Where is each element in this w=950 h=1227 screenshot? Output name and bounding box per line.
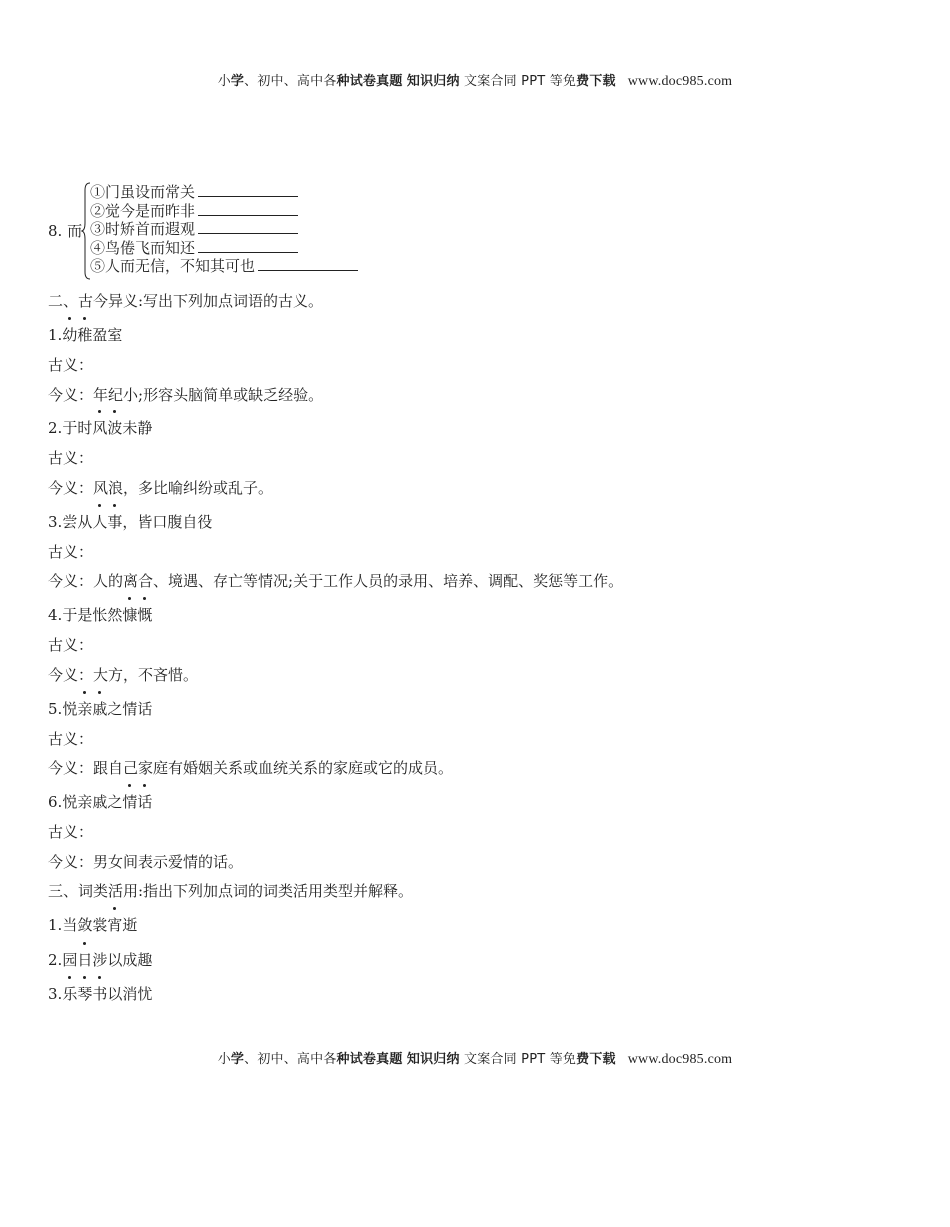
dotted-word — [122, 606, 152, 624]
dotted-char: 话 — [137, 793, 153, 811]
question-text: 悦 — [62, 700, 78, 718]
modern-text: 风浪，多比喻纠纷或乱子。 — [93, 479, 274, 497]
answer-blank[interactable] — [198, 201, 298, 216]
header-text-bold: 学 — [230, 74, 245, 89]
question-item — [48, 950, 152, 970]
dotted-word — [122, 793, 152, 811]
header-text-bold: 知识归纳 — [406, 74, 460, 89]
question-text: 当敛裳 — [62, 916, 108, 934]
ancient-meaning: 古义： — [48, 636, 94, 654]
section-8-item-text: ④鸟倦飞而知还 — [90, 238, 196, 257]
question-number: 1. — [48, 326, 63, 344]
dotted-word — [77, 951, 92, 969]
modern-meaning — [48, 478, 273, 498]
header-text: 文案合同 PPT 等免 — [459, 74, 577, 89]
question-text: 逝 — [122, 916, 138, 934]
modern-text: 年纪小;形容头脑简单或缺乏经验。 — [93, 386, 324, 404]
dotted-char: 戚 — [92, 700, 108, 718]
dotted-char: 人 — [92, 513, 108, 531]
dotted-word — [77, 700, 107, 718]
question-text: 涉以成趣 — [92, 951, 153, 969]
modern-text: 人的离合、境遇、存亡等情况;关于工作人员的录用、培养、调配、奖惩等工作。 — [93, 572, 624, 590]
header-text: 小 — [217, 74, 231, 89]
modern-meaning — [48, 852, 243, 872]
dotted-char: 慷 — [122, 606, 138, 624]
dotted-char: 慨 — [137, 606, 153, 624]
page-footer — [0, 1048, 950, 1068]
question-number: 6. — [48, 793, 63, 811]
modern-label: 今义： — [48, 386, 94, 404]
header-text-bold: 种试卷真题 — [336, 74, 403, 89]
dotted-char: 事 — [107, 513, 123, 531]
footer-site: www.doc985.com — [627, 1052, 733, 1067]
section-3-title: 三、词类活用:指出下列加点词的词类活用类型并解释。 — [48, 882, 414, 900]
question-text: 于是怅然 — [62, 606, 123, 624]
question-item — [48, 984, 152, 1004]
dotted-char: 日 — [77, 951, 93, 969]
section-8-item-text: ②觉今是而昨非 — [90, 201, 196, 220]
question-text: 尝从 — [62, 513, 93, 531]
section-8-label: 8. 而 — [48, 222, 83, 240]
dotted-char: 乐 — [62, 985, 78, 1003]
header-text-bold: 费下载 — [576, 74, 616, 89]
dotted-char: 宵 — [107, 916, 123, 934]
question-text: 园 — [62, 951, 78, 969]
modern-meaning — [48, 665, 198, 685]
question-number: 4. — [48, 606, 63, 624]
dotted-char: 琴 — [77, 985, 93, 1003]
question-text: 之情话 — [107, 700, 153, 718]
dotted-word — [62, 326, 92, 344]
section-8-item-text: ①门虽设而常关 — [90, 183, 196, 201]
question-text: 悦亲戚之 — [62, 793, 123, 811]
footer-text-bold: 费下载 — [576, 1052, 616, 1067]
question-number: 3. — [48, 513, 63, 531]
question-item — [48, 699, 152, 719]
dotted-char: 情 — [122, 793, 138, 811]
question-text: 以消忧 — [107, 985, 153, 1003]
footer-text-bold: 学 — [230, 1052, 245, 1067]
dotted-char: 风 — [92, 419, 108, 437]
modern-label: 今义： — [48, 666, 94, 684]
section-8-item — [90, 219, 358, 238]
question-number: 2. — [48, 951, 63, 969]
section-8-item — [90, 238, 358, 257]
dotted-word — [92, 513, 122, 531]
question-text: 于时 — [62, 419, 93, 437]
modern-text: 大方，不吝惜。 — [93, 666, 199, 684]
dotted-char: 亲 — [77, 700, 93, 718]
question-number: 1. — [48, 916, 63, 934]
question-item — [48, 792, 152, 812]
dotted-char: 稚 — [77, 326, 93, 344]
ancient-meaning: 古义： — [48, 356, 94, 374]
question-item — [48, 418, 152, 438]
modern-meaning — [48, 571, 623, 591]
question-text: ，皆口腹自役 — [122, 513, 213, 531]
answer-blank[interactable] — [258, 256, 358, 271]
section-8-item — [90, 256, 358, 275]
modern-meaning — [48, 758, 453, 778]
modern-label: 今义： — [48, 853, 94, 871]
dotted-char: 书 — [92, 985, 108, 1003]
page-header — [0, 70, 950, 90]
modern-meaning — [48, 385, 323, 405]
section-8-items — [90, 182, 358, 275]
answer-blank[interactable] — [198, 238, 298, 253]
modern-text: 男女间表示爱情的话。 — [93, 853, 244, 871]
modern-text: 跟自己家庭有婚姻关系或血统关系的家庭或它的成员。 — [93, 759, 454, 777]
footer-text: 、初中、高中各 — [244, 1052, 337, 1067]
question-item — [48, 512, 212, 532]
dotted-word — [92, 419, 122, 437]
question-number: 5. — [48, 700, 63, 718]
dotted-char: 波 — [107, 419, 123, 437]
section-2-title: 二、古今异义:写出下列加点词语的古义。 — [48, 292, 324, 310]
question-number: 2. — [48, 419, 63, 437]
section-8-item — [90, 182, 358, 201]
ancient-meaning: 古义： — [48, 730, 94, 748]
section-8-item-text: ③时矫首而遐观 — [90, 220, 196, 238]
modern-label: 今义： — [48, 479, 94, 497]
ancient-meaning: 古义： — [48, 823, 94, 841]
question-item — [48, 915, 137, 935]
header-text: 、初中、高中各 — [244, 74, 337, 89]
footer-text: 小 — [217, 1052, 231, 1067]
section-8-item-text: ⑤人而无信，不知其可也 — [90, 257, 256, 275]
header-site: www.doc985.com — [627, 74, 733, 89]
question-number: 3. — [48, 985, 63, 1003]
dotted-word — [107, 916, 122, 934]
modern-label: 今义： — [48, 572, 94, 590]
modern-label: 今义： — [48, 759, 94, 777]
question-text: 盈室 — [92, 326, 123, 344]
question-item — [48, 325, 122, 345]
answer-blank[interactable] — [198, 182, 298, 197]
answer-blank[interactable] — [198, 219, 298, 234]
question-item — [48, 605, 152, 625]
footer-text: 文案合同 PPT 等免 — [459, 1052, 577, 1067]
dotted-word — [62, 985, 107, 1003]
question-text: 未静 — [122, 419, 153, 437]
ancient-meaning: 古义： — [48, 543, 94, 561]
footer-text-bold: 种试卷真题 — [336, 1052, 403, 1067]
dotted-char: 幼 — [62, 326, 78, 344]
ancient-meaning: 古义： — [48, 449, 94, 467]
section-8-item — [90, 201, 358, 220]
footer-text-bold: 知识归纳 — [406, 1052, 460, 1067]
